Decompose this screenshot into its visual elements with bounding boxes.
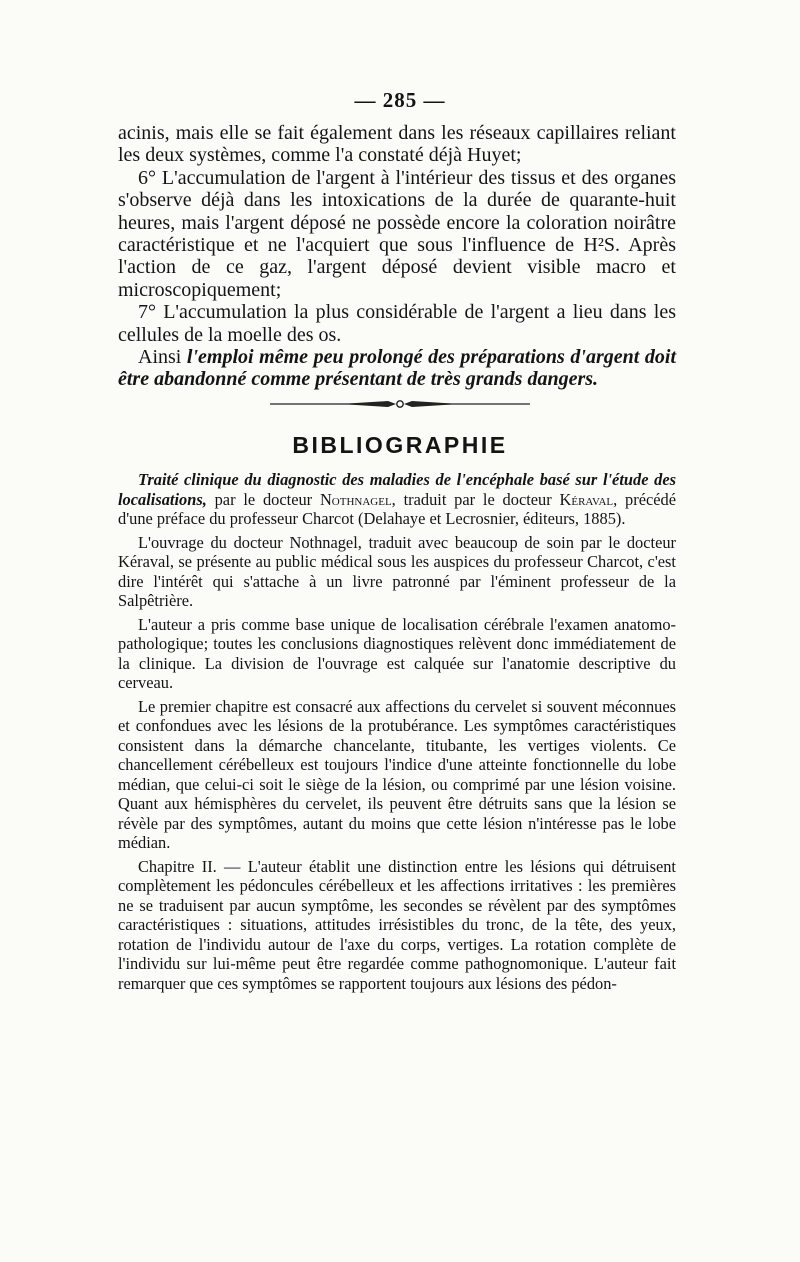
biblio-paragraph-2: L'auteur a pris comme base unique de localisation cérébrale l'examen anatomo-pathologique; toutes les conclusions diagnostiques relèvent donc immédiatement de la clinique. La division de l'ouvrage est calquée sur l'anatomie descriptive du cerveau. xyxy=(118,614,676,692)
conclusion-emphasis: l'emploi même peu prolongé des préparations d'argent doit être abandonné comme présentant de très grands dangers. xyxy=(118,346,676,391)
reference-translator: Kéraval xyxy=(559,489,614,509)
intro-paragraph-4: Ainsi l'emploi même peu prolongé des préparations d'argent doit être abandonné comme présentant de très grands dangers. xyxy=(118,346,676,391)
reference-title: Traité clinique du diagnostic des maladies de l'encéphale basé sur l'étude des localisations, xyxy=(118,470,676,509)
intro-section xyxy=(118,122,676,391)
reference-author: Nothnagel xyxy=(319,489,392,509)
intro-paragraph-1: acinis, mais elle se fait également dans les réseaux capillaires reliant les deux systèmes, comme l'a constaté déjà Huyet; xyxy=(118,122,676,167)
ornament-divider xyxy=(270,396,530,412)
bibliography-section xyxy=(118,470,676,997)
page-number: — 285 — xyxy=(354,88,446,112)
reference-entry: Traité clinique du diagnostic des maladies de l'encéphale basé sur l'étude des localisations, par le docteur Nothnagel, traduit par le docteur Kéraval, précédé d'une préface du professeur Charcot (Delahaye et Lecrosnier, éditeurs, 1885). xyxy=(118,470,676,528)
intro-paragraph-2: 6° L'accumulation de l'argent à l'intérieur des tissus et des organes s'observe déjà dans les intoxications de la durée de quarante-huit heures, mais l'argent déposé ne possède encore la coloration noirâtre caractéristique et ne l'acquiert que sous l'influence de H²S. Après l'action de ce gaz, l'argent déposé devient visible macro et microscopiquement; xyxy=(118,166,676,301)
biblio-paragraph-3: Le premier chapitre est consacré aux affections du cervelet si souvent méconnues et confondues avec les lésions de la protubérance. Les symptômes caractéristiques consistent dans la démarche chancelante, titubante, les vertiges violents. Ce chancellement cérébelleux est toujours l'indice d'une atteinte fonctionnelle du lobe médian, que celui-ci soit le siège de la lésion, ou comprimé par une lésion voisine. Quant aux hémisphères du cervelet, ils peuvent être détruits sans que la lésion se révèle par des symptômes, autant du moins que cette lésion n'intéresse pas le lobe médian. xyxy=(118,696,676,852)
section-heading: BIBLIOGRAPHIE xyxy=(292,432,508,458)
intro-paragraph-3: 7° L'accumulation la plus considérable de l'argent a lieu dans les cellules de la moelle des os. xyxy=(118,301,676,346)
biblio-paragraph-4: Chapitre II. — L'auteur établit une distinction entre les lésions qui détruisent complètement les pédoncules cérébelleux et les affections irritatives : les premières ne se traduisent par aucun symptôme, les secondes se révèlent par des symptômes caractéristiques : situations, attitudes irrésistibles du tronc, de la tête, des yeux, rotation de l'individu autour de l'axe du corps, vertiges. La rotation complète de l'individu sur lui-même peut être regardée comme pathognomonique. L'auteur fait remarquer que ces symptômes se rapportent toujours aux lésions des pédon- xyxy=(118,856,676,993)
h2s-formula: H²S xyxy=(583,234,615,257)
biblio-paragraph-1: L'ouvrage du docteur Nothnagel, traduit avec beaucoup de soin par le docteur Kéraval, se présente au public médical sous les auspices du professeur Charcot, c'est dire l'intérêt qui s'attache à un livre patronné par l'éminent professeur de la Salpêtrière. xyxy=(118,532,676,610)
